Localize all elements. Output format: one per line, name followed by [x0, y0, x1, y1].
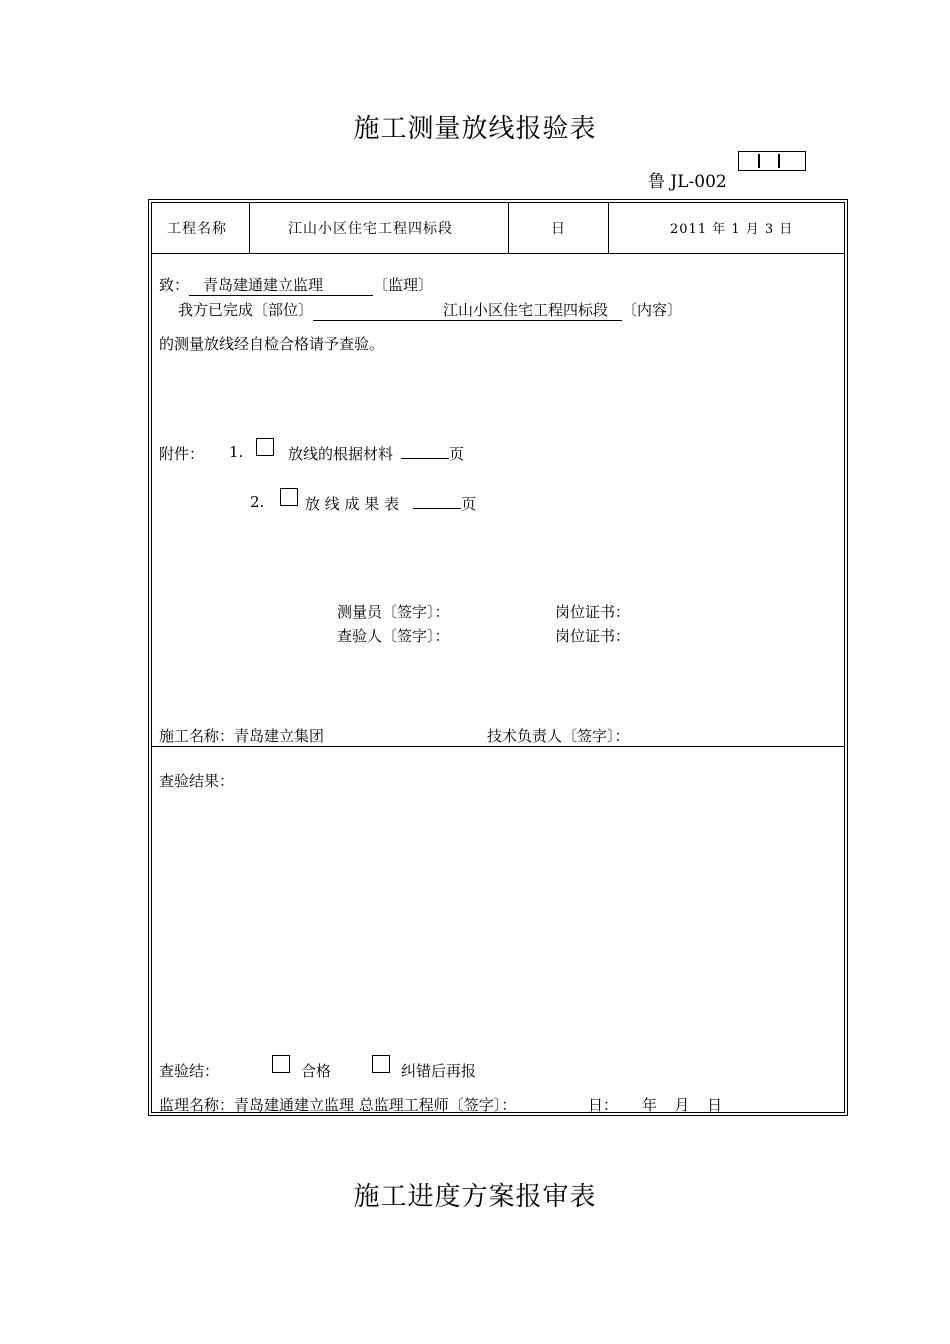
supervisor-line: 监理名称：青岛建通建立监理 总监理工程师〔签字〕： [159, 1096, 517, 1114]
attachment-2-line [305, 493, 476, 514]
pass-option-label: 合格 [301, 1062, 332, 1080]
attachment-1-line [288, 443, 464, 464]
completed-line [178, 299, 682, 321]
inspector-signature-label: 查验人〔签字〕： [337, 627, 450, 645]
completed-prefix: 我方已完成〔部位〕 [178, 301, 314, 319]
request-text: 的测量放线经自检合格请予查验。 [159, 335, 385, 353]
attachment-1-text: 放线的根据材料 [288, 445, 394, 463]
attachment-2-checkbox[interactable] [280, 488, 298, 506]
sign-date-fields: 年 月 日 [642, 1096, 723, 1114]
code-number-boxes [738, 151, 806, 171]
attachment-2-unit: 页 [461, 495, 477, 513]
addressee-suffix: 〔监理〕 [373, 276, 434, 294]
attachment-1-checkbox[interactable] [256, 438, 274, 456]
completed-suffix: 〔内容〕 [622, 301, 683, 319]
fix-resubmit-option-label: 纠错后再报 [401, 1062, 477, 1080]
form-title: 施工测量放线报验表 [353, 114, 597, 144]
pass-checkbox[interactable] [272, 1055, 290, 1073]
addressee-name: 青岛建通建立监理 [189, 274, 373, 296]
tech-lead-signature-label: 技术负责人〔签字〕： [487, 727, 630, 745]
form-code: 鲁 JL-002 [648, 172, 727, 192]
attachment-1-number: 1. [229, 443, 244, 461]
attachment-2-text: 放 线 成 果 表 [305, 495, 400, 513]
date-label: 日 [551, 221, 566, 237]
inspection-result-label: 查验结果： [159, 772, 235, 790]
surveyor-signature-label: 测量员〔签字〕： [337, 603, 450, 621]
sign-date-label: 日： [588, 1096, 619, 1114]
inspector-cert-label: 岗位证书： [555, 627, 631, 645]
contractor-name: 施工名称：青岛建立集团 [159, 727, 325, 745]
attachment-1-unit: 页 [449, 445, 465, 463]
attachment-2-number: 2. [250, 493, 265, 511]
addressee-line [159, 274, 433, 296]
date-value: 2011 年 1 月 3 日 [670, 222, 794, 237]
attachment-label: 附件： [159, 445, 205, 463]
fix-resubmit-checkbox[interactable] [372, 1055, 390, 1073]
completed-part: 江山小区住宅工程四标段 [313, 299, 622, 321]
project-name-label: 工程名称 [167, 221, 227, 237]
addressee-prefix: 致： [159, 276, 190, 294]
conclusion-label: 查验结： [159, 1062, 220, 1080]
surveyor-cert-label: 岗位证书： [555, 603, 631, 621]
project-name-value: 江山小区住宅工程四标段 [288, 221, 453, 237]
second-form-title: 施工进度方案报审表 [353, 1182, 597, 1212]
attachment-1-pages-blank[interactable] [401, 458, 449, 459]
attachment-2-pages-blank[interactable] [413, 508, 461, 509]
